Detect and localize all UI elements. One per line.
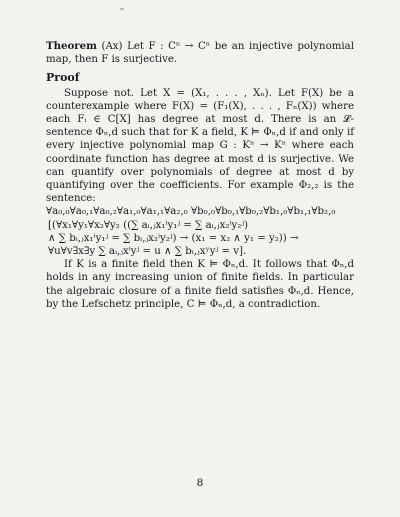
- scan-speck: [120, 8, 124, 10]
- formula-line-2: [(∀x₁∀y₁∀x₂∀y₂ ((∑ aᵢ,ⱼx₁ⁱy₁ʲ = ∑ aᵢ,ⱼx₂ⁱy₂ʲ): [48, 219, 248, 231]
- page-number: 8: [196, 477, 204, 489]
- formula-line-1: ∀a₀,₀∀a₀,₁∀a₀,₂∀a₁,₀∀a₁,₁∀a₂,₀ ∀b₀,₀∀b₀,₁∀b₀,₂∀b₁,₀∀b₁,₁∀b₂,₀: [46, 206, 336, 218]
- page-body: [46, 40, 354, 311]
- formula-line-4: ∀u∀v∃x∃y ∑ aᵢ,ⱼxⁱyʲ = u ∧ ∑ bᵢ,ⱼxʸyʲ = v].: [48, 246, 247, 258]
- proof-paragraph-2: If K is a finite field then K ⊨ Φₙ,d. It follows that Φₙ,d holds in any increasing union of finite fields. In particular the algebraic closure of a finite field satisfies Φₙ,d. Hence, by the Lefschetz principle, C ⊨ Φₙ,d, a contradiction.: [46, 259, 354, 310]
- formula-line-3: ∧ ∑ bᵢ,ⱼx₁ⁱy₁ʲ = ∑ bᵢ,ⱼx₂ⁱy₂ʲ) → (x₁ = x₂ ∧ y₁ = y₂)) →: [48, 232, 299, 244]
- theorem-text: (Ax) Let F : Cⁿ → Cⁿ be an injective polynomial map, then F is surjective.: [46, 41, 354, 66]
- theorem-label: Theorem: [46, 40, 97, 52]
- proof-heading: Proof: [46, 71, 80, 85]
- proof-paragraph-1: Suppose not. Let X = (X₁, . . . , Xₙ). Let F(X) be a counterexample where F(X) = (F₁(X), . . . , Fₙ(X)) where each Fᵢ ∈ C[X] has degree at most d. There is an 𝓛-sentence Φₙ,d such that for K a field, K ⊨ Φₙ,d if and only if every injective polynomial map G : Kⁿ → Kⁿ where each coordinate function has degree at most d is surjective. We can quantify over polynomials of degree at most d by quantifying over the coefficients. For example Φ₂,₂ is the sentence:: [46, 87, 354, 205]
- theorem-statement: [46, 40, 354, 66]
